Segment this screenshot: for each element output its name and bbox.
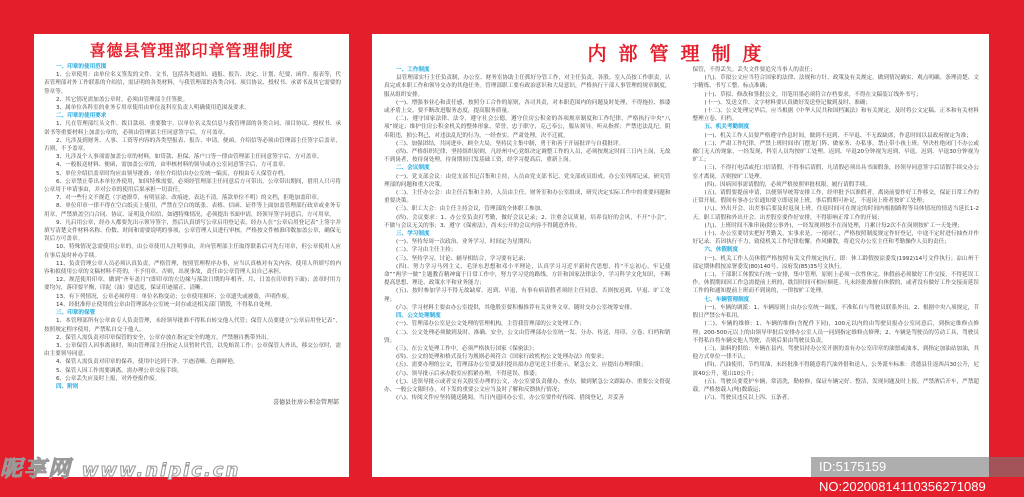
- stamp-management-panel: [34, 34, 349, 477]
- rule-paragraph: (四)、会议要求：1、办公室负责打考勤，做好会议记录；2、注重会议质量，培养良好的会风，不开“小会”，不做与会议无关的事；3、遵守《保密法》，尚未公开的会议内容不得随意外传。: [384, 214, 671, 229]
- rule-paragraph: 9、凡启用公章，经办人都要先出示领导签字，然后认真填写公章启用登记表，经办人在“公章启用登记表”上签字并填写清楚文件材料名称、份数、时间和需要说明的事项，公章管理人员进行审核，严格按文件核准印数加盖公章，确保无误后方可盖章。: [44, 219, 341, 243]
- rule-paragraph: 12、规范使用印章，做到“齐年盖月”(即印章的左边缘与落款日期的年相齐，月、日盖在印章的下面)；盖章时用力要均匀，落印要平衡，印泥（油）要适度，保证印迹端正、清晰。: [44, 277, 341, 292]
- rule-paragraph: 10、特殊情况急需使用公章的，由公章使用人注明事由，并向管理部主任取得联系后可先行用章，但公章使用人应在事后及时补办手续。: [44, 244, 341, 259]
- rule-paragraph: (四)、努力学习马列主义、毛泽东思想和邓小平理论，认真学习习近平新时代思想，将“不忘初心，牢记使命”“两学一做”主题教育精神寓于日常工作中，努力学习党的路线、方针和国家法律法令，学习科学文化知识，不断提高思想、理论、政策水平和业务能力；: [384, 263, 671, 287]
- rule-paragraph: (二)、学习由主任主持；: [396, 247, 457, 254]
- rule-paragraph: (二)、干部职工休假实行统一安排，集中管理，原则上必须一次性休完。休假前必须做好工作交接，不得延误工作。休假期间因工作急需提前上班的，耽误时间可相应顺延。凡未经批准擅自休假的，或者没有做好工作交接而延误工作的和通知提前上班而不到岗的，一律按旷工处理。: [692, 272, 979, 295]
- rule-paragraph: (四)、严格组织纪律，坚持组织原则，凡经州中心党组决定调整工作的人员，必须按规定时间三日内上岗，无故不到岗者，按待岗处理，待岗期间只发基础工资，经学习提高后，重新上岗。: [384, 149, 671, 164]
- rule-paragraph: (十二)、公文处理完毕后，应当根据《中华人民共和国档案法》和有关规定，及时将公文定稿、正本和有关材料整理立卷、归档。: [692, 108, 979, 123]
- rule-paragraph: (一)、车辆的调派：1、车辆原则上由办公室统一调度，不准私自与驾驶员联系外出。2、根据中央八项规定，节假日严禁公车私用。: [692, 304, 979, 320]
- rules-column-1: [384, 66, 671, 402]
- watermark-url: www.nipic.cn: [81, 460, 241, 481]
- rule-paragraph: (九)、草拟公文应当符合国家的法律、法规和方针、政策及有关规定。做到情况确实、观点明确、条理清楚、文字精炼、书写工整、标点准确；: [692, 75, 979, 90]
- rule-paragraph: 14、经批准停止使用的公章由管理部办公室统一封存或送相关部门销毁，不得私自处理。: [56, 301, 276, 308]
- rule-paragraph: 县管理部实行主任负责制，办公室、财务室协助主任抓好分管工作，对主任负责。各股、室人员按工作职责，认真完成本职工作和领导交办的其他任务。管理部职工要有政治意识和大局意识，严格执行干部人事管理的规章制度，服从组织安排。: [384, 75, 671, 98]
- rule-paragraph: (一)、党支部会议：由党支部书记召集和主持，人员由党支部书记、党支部成员组成，办公室列席记录，研究管理部的问题和重大决策。: [384, 173, 671, 188]
- rule-paragraph: (二)、遵守国家法律、法令，遵守社会公德，遵守住房公积金的各项规章制度和工作纪律，严格执行中央“八项”规定；维护住房公积金机关的整体形象、荣誉，忠于职守，克己奉公，服从领导，听从指挥；严禁违法乱纪，阴奉阳违，损公利己，对违法乱纪的行为，一经查实，严肃处理，决不迁就。: [384, 116, 671, 139]
- rules-column-2: [693, 66, 980, 402]
- section-heading: 六、休假制度: [704, 247, 739, 254]
- rule-paragraph: 4、保管人需负责对印章的保养，使用中达到干净、字迹清晰、色调鲜艳。: [56, 359, 239, 366]
- rule-paragraph: 1、公章使用：由单位名义签发的文件、文书，包括各类通知、通报、报告、决定、计划、纪要、函件、报表等，代表管理部对外工作联系的介绍信，需证明的各类材料，与我管理部的各类合同、项目协议、授权书、承诺书及其它需要的签章等。: [44, 72, 341, 95]
- rule-paragraph: (三)、职工大会：由主任主持会议，管理部的全体职工参加。: [396, 206, 546, 213]
- rule-paragraph: 3、公章保管人因事离岗时，须由管理部主任指定人员暂时代管，以免贻误工作；公章保管人外出，移交公章时，需由主要领导同意。: [44, 342, 341, 358]
- rule-paragraph: 6、公章禁止带出本单位外使用，如因特殊需要，必须经管理部主任同意后方可带出。公章带出期间，借用人只可将公章用于申请事由，并对公章的使用后果承担一切责任。: [44, 178, 341, 194]
- rule-paragraph: 8、单位印章一律不得在空白纸页上使用，严禁在空白的纸张、表格、信函、证件等上面加盖管理部行政章或业务专用章，严禁填盖空白合同、协议、证明及介绍信，如遇特殊情况，必须提出书面申请，经领导签字同意后，方可用章。: [44, 203, 341, 218]
- image-id-bar: ID:5175159 NO:20200814110356271089: [811, 457, 1024, 477]
- rule-paragraph: (一)、机关工作人员要严格遵守作息时间，做到不迟到、不早退、不无故缺席，作息时间以县政府规定为准；: [704, 132, 972, 139]
- section-heading: 四、公文处理制度: [396, 313, 441, 320]
- rule-paragraph: (五)、需要办理的公文，管理部办公室要及时提出拟办意见送主任批示，紧急公文，应提出办理时限；: [396, 362, 647, 369]
- stamp-rules-body: [34, 61, 349, 391]
- rule-paragraph: 2、凡涉及到财务、人事、工资等内容的各类型报表、报告、申请、便函、介绍信等必须由管理部主任签字后盖章，否则，不予盖章。: [44, 137, 341, 153]
- rule-paragraph: (七)、送领导批示或者交有关股室办理的公文，办公室要负责催办、查办，做到紧急公文跟踪办、重要公文督促办、一般公文限时办，对下发的重要公文应当及时了解和反馈执行情况；: [384, 378, 671, 393]
- rule-paragraph: 13、有下列情况，公章必须停用：单位名称变动；公章使用损坏；公章遗失或被盗，声明作废。: [56, 293, 293, 300]
- rule-paragraph: (三)、油料的供给：车辆在县内，驾驶员持办公室开据的盖有办公室印章的油票或油本，到指定加油站加油，其他方式单位一律不认；: [692, 345, 979, 361]
- rule-paragraph: (六)、学习材料主要由办公室提供，其他股室要积极推荐有关业务文章，随时交办公室统筹安排。: [396, 304, 636, 311]
- section-heading: 二、印章的使用要求: [56, 113, 107, 120]
- rule-paragraph: (二)、公文处理必须做到及时、准确、安全，公文由管理部办公室统一发、分办、传送、用印、立卷、归档和销毁；: [384, 329, 671, 344]
- rule-paragraph: 1、凡在管理部红头文件、拨目款项、重要数字、以单位名义发信息与我管理部的各类合同、项目协议、授权书、承诺书等重要材料上加盖公章的，必须由管理部主任同意签字后，方可盖章。: [44, 121, 341, 136]
- rule-paragraph: (十)、办公室要切实把好考勤关，实事求是，一视同仁，严格按照制度规定作好登记，中途不定时进行抽查并作好记录。若因执行不力，致使机关工作纪律松懈，作风懒散，将追究办公室主任和考勤操作人员的责任；: [692, 231, 979, 246]
- section-heading: 三、印章的保管: [56, 310, 96, 317]
- rule-paragraph: 1、本管理部所有公章由专人负责管理，未经领导批准不得私自转交他人代管；保管人员要建立“公章启用登记表”，按照规定程序使用，严禁私自交于他人。: [44, 318, 341, 333]
- rule-paragraph: (四)、汽油使用，节约用油，未经批准不得随意将汽油外借和送人，公务派车标准：喜德县往返西昌30公升，尼波40公升，冕山10公升；: [692, 362, 979, 377]
- rule-paragraph: 5、保管人因工作需要调离，需办理公章交接手续。: [56, 367, 183, 374]
- section-heading: 七、车辆管理制度: [704, 296, 750, 303]
- rule-paragraph: (三)、不得打电话或托口信请假，不得事后请假，凡请假必须出具书面假条，经领导同意签字后请假手续交办公室才离岗，否则按旷工处理。: [692, 165, 979, 180]
- section-heading: 二、会议制度: [396, 165, 430, 172]
- rule-paragraph: 11、负责管理公章人员必须认真负责，严格管理，按照管理程序办事，应当认真核对有关内容，使用人所填写的内容和拟使用公章的文稿材料不符的，不予用章。否则，出现事故，责任由公章管理人员自己承担。: [44, 260, 341, 276]
- rule-paragraph: (六)、领导批示后承办股室应抓紧办理，不得延误、推诿；: [396, 370, 541, 377]
- rule-paragraph: (一)、增强事业心和责任感，按照分工合作的原则，各司其责，对本职范围内的问题及时处理，不得拖拉、推诿或矛盾上交。要不断改进服务态度，提高服务质量。: [384, 99, 671, 115]
- rule-paragraph: 保管，不得丢失。丢失文件要追究当事人的责任；: [692, 67, 816, 73]
- internal-management-panel: [372, 34, 989, 477]
- page-title: 内部管理制度: [587, 43, 774, 65]
- rule-paragraph: 2、保管人需负责对印章保管的安全，公章存放在指定安全的地方，严禁擅自携带外出。: [56, 334, 273, 341]
- rule-paragraph: (三)、在公文处理工作中，必须严格执行国家《保密法》；: [396, 345, 538, 352]
- section-heading: 四、附则: [56, 383, 79, 390]
- section-heading: 三、学习制度: [396, 231, 430, 238]
- rule-paragraph: 5、单位介绍信盖章时均应由领导批准；单位介绍信由办公室统一编页，存根由专人保管存档。: [56, 170, 289, 177]
- rule-paragraph: (三)、坚持学习、讨论、辅导相结合，学习要有记录；: [396, 255, 530, 262]
- rule-paragraph: (十一)、发送文件、文字材料要认真做好发送登记做到及时、准确；: [704, 99, 872, 106]
- rule-paragraph: 6、公章丢失应及时上报，对外登报作废。: [56, 375, 161, 382]
- rule-paragraph: 2、其它情况需加盖公章时，必须由管理部主任签批。: [56, 96, 189, 103]
- watermark-logo: 昵享网: [0, 457, 73, 482]
- rule-paragraph: (四)、公文的处理和格式及行为规则必须符合《国家行政机构公文处理办法》的要求；: [396, 354, 608, 361]
- rule-paragraph: (一)、管理部办公室是公文处理的管理机构，主管我管理部的公文处理工作；: [396, 321, 585, 328]
- rule-paragraph: (六)、驾驶员违反以上四、五条者，: [704, 395, 793, 402]
- watermark: [0, 452, 240, 483]
- rule-paragraph: 3、属单位各科室的业务专用章使用由单位及科室负责人明确使用范围及要求。: [56, 105, 250, 112]
- section-heading: 五、机关考勤制度: [704, 124, 750, 131]
- page-title: 喜德县管理部印章管理制度: [89, 41, 294, 60]
- rule-paragraph: 7、对一些行文不规范（字迹潦草，有明显涂、改痕迹，表达不清，落款单位不明）的文档，拒绝加盖印章。: [56, 195, 323, 202]
- rule-paragraph: (三)、加强团结，共同进步，顾全大局，坚持民主集中制，勇于和善于开展批评与自我批评。: [396, 140, 625, 147]
- rule-paragraph: (八)、外出开会、出差事后要及时返岗上班，往返时间可在规定的时间内根据路程等具体情况的情适当延长1-2天，职工请假和外出开会、出差股室要作好安排，不得影响正常工作的开展；: [692, 206, 979, 221]
- rule-paragraph: (五)、按时参加学习不得无故缺席、迟到、早退，有事有病请假者须经主任同意，否则按迟到、早退、旷工处理；: [384, 288, 671, 303]
- rule-paragraph: 4、一般报送材料、便函，需加盖公章的，由审核材料的领导或办公室同意签字后，方可盖章。: [56, 162, 289, 169]
- rule-paragraph: (九)、上班时间不准串岗(除公事外)，一经发现则按不在岗处理，月累计每2次不在岗则按旷工一天处理；: [704, 222, 963, 229]
- rule-paragraph: 3、凡涉及个人事项需加盖公章的材料，如贷款、担保、落户口等一律由管理部主任同意签字后，方可盖章。: [56, 154, 323, 161]
- rule-paragraph: (十)、草拟、修改和签批公文，用笔用墨必须符合存档要求，不得在文稿装订线外书写；: [704, 91, 922, 98]
- rule-paragraph: (八)、传阅文件应坚持随送随阅，当日内退回办公室，办公室要作好传阅、借阅登记，并妥善: [396, 395, 625, 402]
- rule-paragraph: (二)、车辆的维修：1、车辆的维修(含配件下同)，100元以内的由驾驶员报办公室同意后，到指定维修点修理；200-500元以上的由领导审批后安排办公室人员一同到指定维修点修理；2、车辆是驾驶员的劳动工具，驾驶员不得私自将车辆交他人驾驶，否则后果由驾驶员负责。: [692, 321, 979, 344]
- rule-paragraph: (一)、机关工作人员休假严格按照有关文件规定执行。即：休工龄假按凉委发(1992)14号文件执行；凉山州干部定期休假按凉署委发(80)140号、凉府发(85)35号文执行。: [692, 255, 979, 270]
- rule-paragraph: (二)、严肃工作纪律，严禁上班时间串门摆龙门阵、做家务、办私事，禁止带小孩上班。坚决杜绝闭门不办公或敞门无人的现象，一经发现，科室人员均按旷工处理。迟到、早退20分钟视为迟到、早退，迟到、早退30分钟视为旷工；: [692, 140, 979, 164]
- rule-paragraph: (一)、坚持每周一次政治、业务学习，时间定为星期四；: [396, 239, 535, 246]
- signature: 喜德县住房公积金管理部: [272, 399, 339, 407]
- rule-paragraph: (五)、驾驶员要爱护车辆，常清洗，勤检修，保证车辆完好、整洁，发现问题及时上报，严禁酒后开车，严禁超载，严格按载人(吨)数载运；: [692, 378, 979, 393]
- section-heading: 一、工作制度: [396, 67, 430, 73]
- rule-paragraph: (二)、主任办公会：由主任召集和主持，人员由主任、财务室和办公室组成，研究决定实际工作中的重要问题和重要决策。: [384, 190, 671, 205]
- rule-paragraph: (五)、请假要提前申请，以便领导统筹安排工作，经审批予以准假者，离岗前要作好工作移交，保证日常工作的正常开展。假间有事办公室通知要立即返岗上班，事后假期可补足，不返岗上班者按旷工处理；: [692, 190, 979, 205]
- rule-paragraph: (四)、因病因事需请假的，必须严格按照审批权限，履行请假手续。: [704, 181, 872, 188]
- section-heading: 一、印章的使用范围: [56, 64, 107, 70]
